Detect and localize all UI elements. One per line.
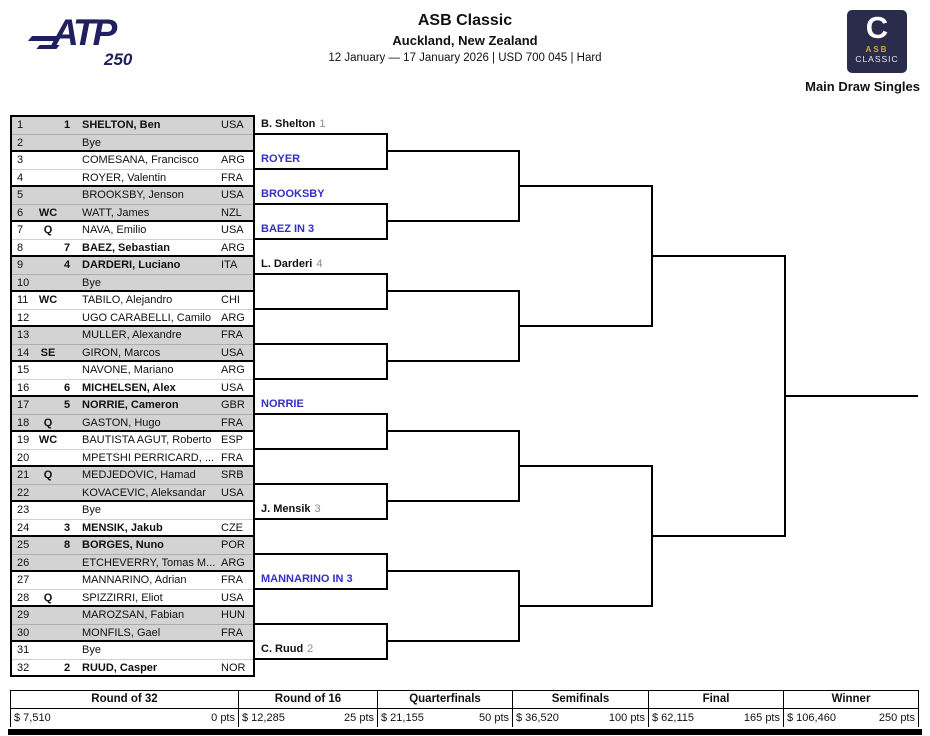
row-number: 4	[17, 171, 24, 184]
row-number: 10	[17, 276, 30, 289]
bracket-line	[386, 500, 520, 502]
prize-value: $ 21,155	[381, 712, 424, 724]
bracket-line	[255, 168, 388, 170]
seed-label: 4	[63, 259, 71, 271]
seed-label: 6	[63, 381, 71, 394]
draw-row	[12, 117, 253, 135]
draw-row	[12, 625, 253, 642]
draw-row	[12, 362, 253, 380]
player-name: SPIZZIRRI, Eliot	[82, 591, 163, 604]
draw-row	[12, 415, 253, 432]
winner-seed: 4	[316, 258, 323, 270]
draw-row	[12, 170, 253, 187]
asb-classic-logo-icon	[847, 10, 907, 73]
country-code: FRA	[221, 171, 243, 184]
round-column	[10, 691, 238, 727]
bracket-line	[386, 360, 520, 362]
draw-row	[12, 520, 253, 537]
draw-row	[12, 467, 253, 485]
player-name: MAROZSAN, Fabian	[82, 609, 185, 621]
winner-seed: 2	[307, 643, 314, 655]
bracket-line	[255, 378, 388, 380]
row-number: 12	[17, 311, 30, 324]
country-code: CZE	[221, 521, 243, 534]
round-label: Round of 16	[239, 691, 377, 709]
prize-value: $ 12,285	[242, 712, 285, 724]
rounds-footer	[10, 690, 919, 727]
player-name: BROOKSBY, Jenson	[82, 189, 184, 201]
bracket-connector	[386, 203, 388, 240]
player-name: MONFILS, Gael	[82, 626, 161, 639]
player-name: MANNARINO, Adrian	[82, 574, 187, 586]
bracket-line	[255, 658, 388, 660]
country-code: USA	[221, 189, 244, 201]
row-number: 17	[17, 399, 30, 411]
entry-label: Q	[43, 469, 53, 481]
draw-row	[12, 485, 253, 502]
round-label: Semifinals	[513, 691, 648, 709]
country-code: ARG	[221, 241, 245, 254]
draw-row	[12, 152, 253, 170]
draw-pair	[10, 185, 255, 222]
country-code: FRA	[221, 329, 243, 341]
draw-row	[12, 537, 253, 555]
bracket-line	[386, 430, 520, 432]
draw-pair	[10, 290, 255, 327]
draw-row	[12, 205, 253, 222]
round-values	[239, 709, 377, 727]
player-name: NAVONE, Mariano	[82, 364, 174, 376]
prize-value: $ 36,520	[516, 712, 559, 724]
bracket-line	[255, 413, 388, 415]
player-name: BAEZ, Sebastian	[82, 241, 171, 254]
player-name: ROYER, Valentin	[82, 171, 167, 184]
row-number: 24	[17, 521, 30, 534]
row-number: 26	[17, 556, 30, 569]
round-values	[11, 709, 238, 727]
country-code: ARG	[221, 311, 245, 324]
bracket-line	[255, 553, 388, 555]
round-values	[513, 709, 648, 727]
draw-pair	[10, 465, 255, 502]
round-values	[378, 709, 512, 727]
row-number: 27	[17, 574, 30, 586]
winner-name: L. Darderi	[261, 258, 313, 270]
bracket-connector	[651, 185, 653, 327]
prize-value: $ 62,115	[652, 712, 695, 724]
round-column	[783, 691, 919, 727]
player-name: SHELTON, Ben	[82, 119, 161, 131]
country-code: USA	[221, 486, 244, 499]
points-value: 25 pts	[344, 712, 374, 724]
player-name: Bye	[82, 276, 101, 289]
bracket-line	[518, 605, 653, 607]
bracket-line	[255, 483, 388, 485]
country-code: USA	[221, 346, 244, 359]
country-code: USA	[221, 591, 244, 604]
bracket-line	[255, 308, 388, 310]
draw-pair	[10, 220, 255, 257]
row-number: 25	[17, 539, 30, 551]
bracket-winner-label	[261, 117, 326, 132]
round-column	[238, 691, 377, 727]
bracket-line	[255, 448, 388, 450]
points-value: 0 pts	[211, 712, 235, 724]
bracket-line	[386, 640, 520, 642]
winner-name: BAEZ IN 3	[261, 223, 315, 235]
bracket-line	[255, 273, 388, 275]
player-name: ETCHEVERRY, Tomas M...	[82, 556, 216, 569]
event-header	[0, 0, 930, 64]
draw-pair	[10, 535, 255, 572]
event-location: Auckland, New Zealand	[392, 33, 538, 48]
round-column	[377, 691, 512, 727]
country-code: NOR	[221, 661, 246, 674]
points-value: 100 pts	[608, 712, 645, 724]
country-code: ARG	[221, 364, 245, 376]
draw-row	[12, 310, 253, 327]
country-code: FRA	[221, 451, 243, 464]
country-code: USA	[221, 381, 244, 394]
bracket-connector	[386, 483, 388, 520]
row-number: 13	[17, 329, 30, 341]
bracket-line	[255, 343, 388, 345]
winner-name: BROOKSBY	[261, 188, 325, 200]
country-code: FRA	[221, 416, 243, 429]
prize-value: $ 106,460	[787, 712, 836, 724]
draw-row	[12, 257, 253, 275]
player-name: NAVA, Emilio	[82, 224, 147, 236]
entry-label: Q	[43, 591, 53, 604]
seed-label: 1	[63, 119, 71, 131]
prize-value: $ 7,510	[14, 712, 51, 724]
bracket-line	[255, 238, 388, 240]
seed-label: 2	[63, 661, 71, 674]
bottom-divider-bar	[8, 729, 922, 735]
draw-pair	[10, 360, 255, 397]
bracket-winner-label	[261, 257, 322, 272]
row-number: 6	[17, 206, 24, 219]
winner-name: J. Mensik	[261, 503, 311, 515]
country-code: CHI	[221, 294, 240, 306]
draw-pair	[10, 640, 255, 677]
seed-label: 5	[63, 399, 71, 411]
points-value: 50 pts	[479, 712, 509, 724]
entry-label: SE	[40, 346, 56, 359]
bracket-connector	[386, 553, 388, 590]
round-label: Quarterfinals	[378, 691, 512, 709]
country-code: ITA	[221, 259, 238, 271]
draw-row	[12, 292, 253, 310]
player-name: BORGES, Nuno	[82, 539, 164, 551]
country-code: USA	[221, 119, 244, 131]
row-number: 19	[17, 434, 30, 446]
draw-pair	[10, 500, 255, 537]
row-number: 21	[17, 469, 30, 481]
player-name: NORRIE, Cameron	[82, 399, 179, 411]
round-values	[784, 709, 918, 727]
country-code: POR	[221, 539, 245, 551]
asb-logo-letter: C	[865, 10, 889, 45]
bracket-line	[784, 395, 918, 397]
player-name: MENSIK, Jakub	[82, 521, 163, 534]
atp-logo-tier: 250	[104, 50, 133, 69]
round-label: Winner	[784, 691, 918, 709]
player-name: Bye	[82, 504, 101, 516]
entry-label: WC	[38, 294, 58, 306]
draw-row	[12, 555, 253, 572]
row-number: 18	[17, 416, 30, 429]
draw-row	[12, 572, 253, 590]
bracket-line	[255, 518, 388, 520]
bracket-connector	[518, 430, 520, 502]
bracket-line	[255, 133, 388, 135]
row-number: 22	[17, 486, 30, 499]
draw-pair	[10, 115, 255, 152]
country-code: USA	[221, 224, 244, 236]
player-name: DARDERI, Luciano	[82, 259, 181, 271]
country-code: ARG	[221, 154, 245, 166]
round-label: Final	[649, 691, 783, 709]
player-name: MICHELSEN, Alex	[82, 381, 176, 394]
winner-name: MANNARINO IN 3	[261, 573, 353, 585]
draw-row	[12, 275, 253, 292]
entry-label: Q	[43, 224, 53, 236]
draw-row	[12, 345, 253, 362]
round-column	[648, 691, 783, 727]
player-name: COMESANA, Francisco	[82, 154, 199, 166]
seed-label: 8	[63, 539, 71, 551]
event-title: ASB Classic	[417, 12, 513, 29]
player-name: GASTON, Hugo	[82, 416, 161, 429]
draw-row	[12, 240, 253, 257]
asb-logo-line1: ASB	[865, 45, 889, 54]
draw-row	[12, 607, 253, 625]
row-number: 1	[17, 119, 24, 131]
row-number: 14	[17, 346, 30, 359]
country-code: FRA	[221, 626, 243, 639]
bracket-line	[518, 325, 653, 327]
draw-pair	[10, 570, 255, 607]
draw-row	[12, 222, 253, 240]
player-name: KOVACEVIC, Aleksandar	[82, 486, 206, 499]
seed-label: 7	[63, 241, 71, 254]
player-name: MEDJEDOVIC, Hamad	[82, 469, 196, 481]
winner-name: ROYER	[261, 153, 301, 165]
bracket-connector	[386, 133, 388, 170]
row-number: 28	[17, 591, 30, 604]
player-name: MULLER, Alexandre	[82, 329, 182, 341]
row-number: 3	[17, 154, 24, 166]
bracket-connector	[386, 343, 388, 380]
draw-pair	[10, 325, 255, 362]
bracket-line	[255, 623, 388, 625]
draw-pair	[10, 255, 255, 292]
winner-name: NORRIE	[261, 398, 304, 410]
bracket-line	[386, 290, 520, 292]
points-value: 250 pts	[878, 712, 915, 724]
country-code: ESP	[221, 434, 244, 446]
winner-seed: 3	[314, 503, 321, 515]
draw-pair	[10, 430, 255, 467]
row-number: 23	[17, 504, 30, 516]
draw-row	[12, 642, 253, 660]
draw-row	[12, 135, 253, 152]
draw-row	[12, 590, 253, 607]
player-name: MPETSHI PERRICARD, ...	[82, 451, 215, 464]
row-number: 7	[17, 224, 24, 236]
bracket-line	[386, 220, 520, 222]
winner-name: C. Ruud	[261, 643, 304, 655]
entry-label: WC	[38, 434, 58, 446]
country-code: SRB	[221, 469, 244, 481]
draw-row	[12, 502, 253, 520]
country-code: NZL	[221, 206, 242, 219]
country-code: ARG	[221, 556, 245, 569]
country-code: HUN	[221, 609, 245, 621]
points-value: 165 pts	[743, 712, 780, 724]
round-label: Round of 32	[11, 691, 238, 709]
row-number: 16	[17, 381, 30, 394]
round-column	[512, 691, 648, 727]
bracket-connector	[784, 255, 786, 537]
round-values	[649, 709, 783, 727]
main-draw-singles-label: Main Draw Singles	[805, 79, 920, 94]
bracket-line	[518, 185, 653, 187]
player-name: BAUTISTA AGUT, Roberto	[82, 434, 212, 446]
bracket-line	[386, 150, 520, 152]
draw-row	[12, 397, 253, 415]
seed-label: 3	[63, 521, 71, 534]
player-name: GIRON, Marcos	[82, 346, 161, 359]
winner-name: B. Shelton	[261, 118, 316, 130]
winner-seed: 1	[319, 118, 326, 130]
entry-label: Q	[43, 416, 53, 429]
draw-row	[12, 380, 253, 397]
row-number: 5	[17, 189, 24, 201]
bracket-winner-label	[261, 152, 300, 167]
row-number: 9	[17, 259, 24, 271]
entry-label: WC	[38, 206, 58, 219]
draw-pair	[10, 605, 255, 642]
bracket-line	[651, 535, 786, 537]
bracket-winner-label	[261, 222, 314, 237]
country-code: GBR	[221, 399, 245, 411]
row-number: 15	[17, 364, 30, 376]
row-number: 11	[17, 294, 29, 306]
player-name: Bye	[82, 136, 101, 149]
bracket-line	[255, 588, 388, 590]
bracket-connector	[518, 150, 520, 222]
draw-row	[12, 660, 253, 677]
country-code: FRA	[221, 574, 243, 586]
draw-row	[12, 327, 253, 345]
bracket-winner-label	[261, 397, 304, 412]
bracket-line	[386, 570, 520, 572]
row-number: 29	[17, 609, 30, 621]
row-number: 20	[17, 451, 30, 464]
player-name: UGO CARABELLI, Camilo	[82, 311, 211, 324]
bracket-line	[518, 465, 653, 467]
asb-logo-line2: CLASSIC	[855, 54, 899, 64]
bracket-winner-label	[261, 502, 321, 517]
draw-row	[12, 187, 253, 205]
bracket-winner-label	[261, 572, 353, 587]
player-name: TABILO, Alejandro	[82, 294, 173, 306]
draw-row	[12, 450, 253, 467]
draw-pair	[10, 395, 255, 432]
bracket-connector	[386, 413, 388, 450]
player-name: Bye	[82, 644, 101, 656]
bracket-line	[255, 203, 388, 205]
bracket-winner-label	[261, 642, 313, 657]
event-details: 12 January — 17 January 2026 | USD 700 045 | Hard	[328, 52, 602, 64]
bracket-connector	[386, 273, 388, 310]
bracket-connector	[651, 465, 653, 607]
row-number: 8	[17, 241, 24, 254]
player-name: RUUD, Casper	[82, 661, 158, 674]
row-number: 30	[17, 626, 30, 639]
row-number: 31	[17, 644, 30, 656]
bracket-connector	[518, 290, 520, 362]
bracket-line	[651, 255, 786, 257]
bracket-connector	[386, 623, 388, 660]
player-name: WATT, James	[82, 206, 150, 219]
row-number: 2	[17, 136, 24, 149]
draw-row	[12, 432, 253, 450]
atp-logo-text: ATP	[52, 12, 115, 53]
bracket-connector	[518, 570, 520, 642]
row-number: 32	[17, 661, 30, 674]
draw-pair	[10, 150, 255, 187]
bracket-winner-label	[261, 187, 325, 202]
